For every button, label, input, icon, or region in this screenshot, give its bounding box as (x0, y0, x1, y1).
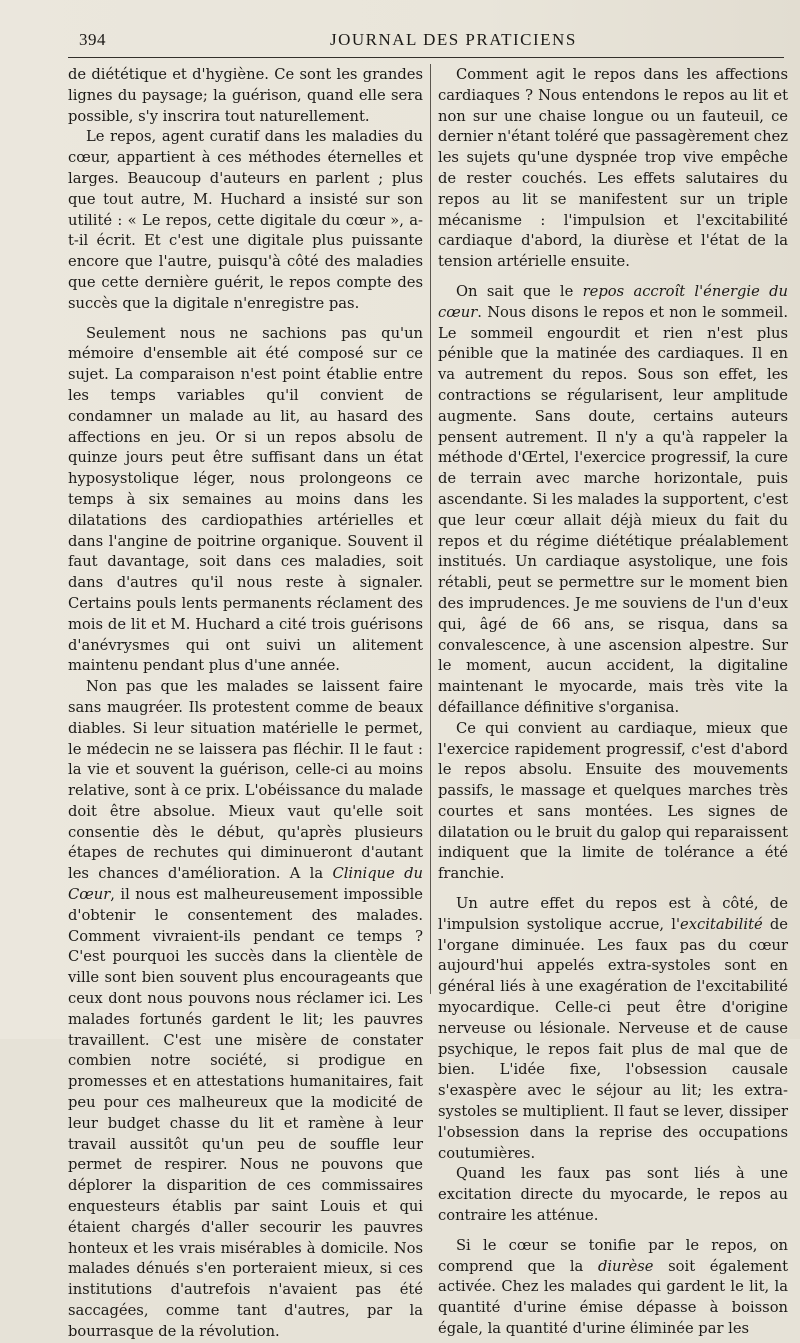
text-run: On sait que le (456, 282, 583, 300)
column-divider (430, 64, 431, 994)
paragraph (68, 677, 423, 1343)
text-run: . Nous disons le repos et non le sommeil. Le sommeil engourdit et rien n'est plus pénible que la matinée des cardiaques. Il en va autrement du repos. Sous son effet, les contractions se régularisent, leur amplitude augmente. Sans doute, certains auteurs pensent autrement. Il n'y a qu'à rappeler la méthode d'Œrtel, l'exercice progressif, la cure de terrain avec marche horizontale, puis ascendante. Si les malades la supportent, c'est que leur cœur allait déjà mieux du fait du repos et du régime diététique préalablement institués. Un cardiaque asystolique, une fois rétabli, peut se permettre sur le moment bien des imprudences. Je me souviens de l'un d'eux qui, âgé de 66 ans, se risqua, dans sa convalescence, à une ascension alpestre. Sur le moment, aucun accident, la digitaline maintenant le myocarde, mais très vite la défaillance définitive s'organisa. (438, 303, 788, 716)
text-run: Un autre effet du repos est à côté, de l'impulsion systolique accrue, l' (438, 895, 788, 933)
italic-word: diurèse (597, 1257, 654, 1275)
page-number: 394 (79, 30, 106, 49)
paragraph: Le repos, agent curatif dans les maladies du cœur, appartient à ces méthodes éternelles et larges. Beaucoup d'auteurs en parlent ; plus que tout autre, M. Huchard a insisté sur son utilité : « Le repos, cette digitale du cœur », a-t-il écrit. Et c'est une digitale plus puissante encore que l'autre, puisqu'à côté des maladies que cette dernière guérit, le repos compte des succès que la digitale n'enregistre pas. (68, 128, 423, 312)
text-run: de l'organe diminuée. Les faux pas du cœur aujourd'hui appelés extra-systoles sont en général liés à une exagération de l'excitabilité myocardique. Celle-ci peut être d'origine nerveuse ou lésionale. Nerveuse et de cause psychique, le repos fait plus de mal que de bien. L'idée fixe, l'obsession causale s'exaspère avec le séjour au lit; les extra-systoles se multiplient. Il faut se lever, dissiper l'obsession dans la reprise des occupations coutumières. (438, 915, 789, 1162)
paragraph (438, 1236, 788, 1340)
text-run: Si le cœur se tonifie par le repos, on comprend que la (438, 1236, 788, 1275)
text-run: Non pas que les malades se laissent faire sans maugréer. Ils protestent comme de beaux diables. Si leur situation matérielle le permet, le médecin ne se laissera pas fléchir. Il le faut : la vie et souvent la guérison, celle-ci au moins relative, sont à ce prix. L'obéissance du malade doit être absolue. Mieux vaut qu'elle soit consentie dès le début, qu'après plusieurs étapes de rechutes qui diminueront d'autant les chances d'amélioration. A la (68, 678, 423, 883)
italic-word: excitabilité (680, 915, 763, 933)
running-title: JOURNAL DES PRATICIENS (330, 30, 577, 49)
paragraph: Comment agit le repos dans les affections cardiaques ? Nous entendons le repos au lit et non sur une chaise longue ou un fauteuil, ce dernier n'étant toléré que passagèrement chez les sujets qu'une dyspnée trop vive empêche de rester couchés. Les effets salutaires du repos au lit se manifestent sur un triple mécanisme : l'impulsion et l'excitabilité cardiaque d'abord, la diurèse et l'état de la tension artérielle ensuite. (438, 66, 788, 271)
italic-phrase: repos accroît l'énergie du cœur (438, 282, 788, 321)
paragraph: de diététique et d'hygiène. Ce sont les grandes lignes du paysage; la guérison, quand elle sera possible, s'y inscrira tout naturellement. (68, 66, 423, 125)
left-column (68, 65, 423, 1343)
text-run: soit également activée. Chez les malades qui gardent le lit, la quantité d'urine émise dépasse à boisson égale, la quantité d'urine éliminée par les (438, 1257, 788, 1338)
paragraph (438, 894, 788, 1164)
paragraph: Quand les faux pas sont liés à une excitation directe du myocarde, le repos au contraire les atténue. (438, 1165, 788, 1225)
paragraph: Ce qui convient au cardiaque, mieux que l'exercice rapidement progressif, c'est d'abord le repos absolu. Ensuite des mouvements passifs, le massage et quelques marches très courtes et sans montées. Les signes de dilatation ou le bruit du galop qui reparaissent indiquent que la limite de tolérance a été franchie. (438, 719, 788, 883)
header-rule (68, 57, 784, 58)
text-run: , il nous est malheureusement impossible d'obtenir le consentement des malades. Comment vivraient-ils pendant ce temps ? C'est pourquoi les succès dans la clientèle de ville sont bien souvent plus encourageants que ceux dont nous pouvons nous réclamer ici. Les malades fortunés gardent le lit; les pauvres travaillent. C'est une misère de constater combien notre société, si prodigue en promesses et en attestations humanitaires, fait peu pour ces malheureux que la modicité de leur budget chasse du lit et ramène à leur travail aussitôt qu'un peu de souffle leur permet de respirer. Nous ne pouvons que déplorer la disparition de ces commissaires enquesteurs établis par saint Louis et qui étaient chargés d'aller secourir les pauvres honteux et les vrais misérables à domicile. Nos malades dénués s'en porteraient mieux, si ces institutions d'autrefois n'avaient pas été saccagées, comme tant d'autres, par la bourrasque de la révolution. (68, 886, 423, 1340)
paragraph: Seulement nous ne sachions pas qu'un mémoire d'ensemble ait été composé sur ce sujet. La comparaison n'est point établie entre les temps variables qu'il convient de condamner un malade au lit, au hasard des affections en jeu. Or si un repos absolu de quinze jours peut être suffisant dans un état hyposystolique léger, nous prolongeons ce temps à six semaines au moins dans les dilatations des cardiopathies artérielles et dans l'angine de poitrine organique. Souvent il faut davantage, soit dans ces maladies, soit dans d'autres qu'il nous reste à signaler. Certains pouls lents permanents réclament des mois de lit et M. Huchard a cité trois guérisons d'anévrysmes qui ont suivi un alitement maintenu pendant plus d'une année. (68, 324, 423, 675)
paragraph (438, 282, 788, 719)
page-header (0, 0, 800, 62)
right-column (438, 65, 788, 1340)
italic-title: Clinique du Cœur (68, 865, 423, 904)
